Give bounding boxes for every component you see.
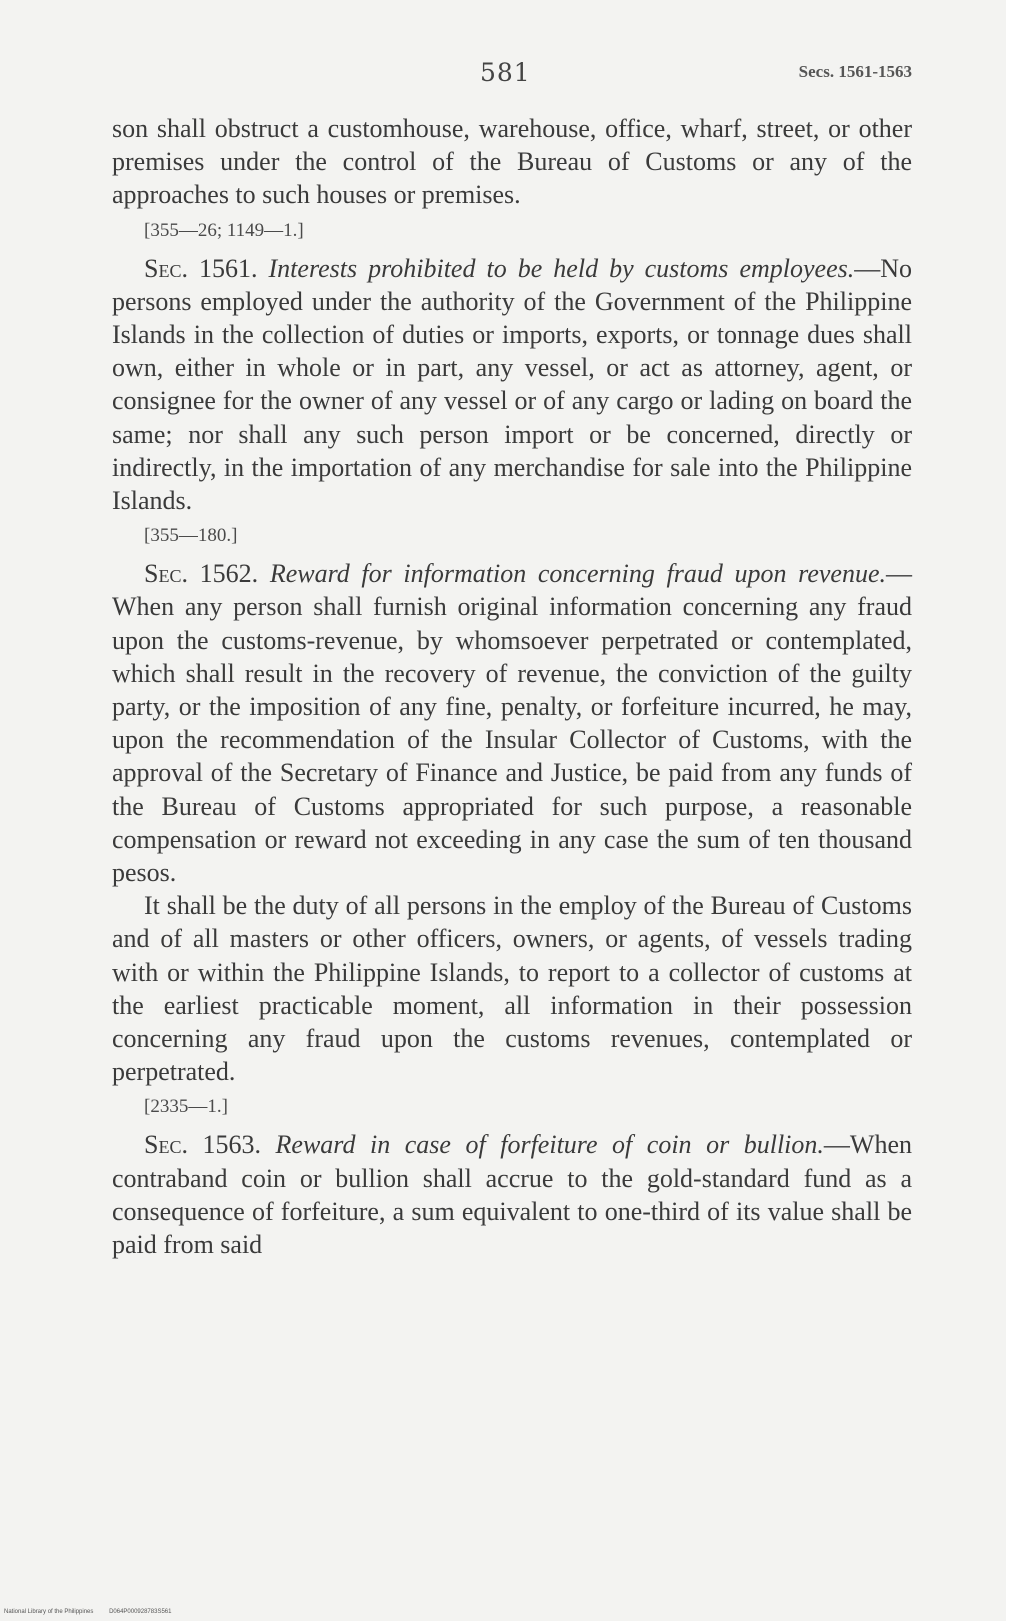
citation-3: [2335—1.]: [144, 1096, 228, 1118]
citation-2: [355—180.]: [144, 525, 238, 547]
citation-1: [355—26; 1149—1.]: [144, 219, 304, 241]
body-text: [112, 112, 912, 1261]
page-number: 581: [480, 58, 531, 87]
section-range: Secs. 1561-1563: [798, 62, 912, 81]
section-1561-text: —No persons employed under the authority of the Government of the Philippine Islands in the collection of duties or imports, exports, or tonnage dues shall own, either in whole or in part, any vessel, or act as attorney, agent, or consignee for the owner of any vessel or of any cargo or lading on board the same; nor shall any such person import or be concerned, directly or indirectly, in the importation of any merchandise for sale into the Philippine Islands.: [112, 253, 913, 516]
scan-footer: [4, 1609, 171, 1615]
section-1563: [112, 1128, 912, 1261]
section-1562-text: —When any person shall furnish original information concerning any fraud upon the customs-revenue, by whomsoever perpetrated or contemplated, which shall result in the recovery of revenue, the conviction of the guilty party, or the imposition of any fine, penalty, or forfeiture incurred, he may, upon the recommendation of the Insular Collector of Customs, with the approval of the Secretary of Finance and Justice, be paid from any funds of the Bureau of Customs appropriated for such purpose, a reasonable compensation or reward not exceeding in any case the sum of ten thousand pesos.: [112, 559, 912, 888]
page-right-margin: [1006, 0, 1026, 1621]
section-1562-title: Reward for information concerning fraud upon revenue.: [269, 559, 886, 589]
section-1561-label: Sec. 1561.: [144, 253, 258, 283]
section-1562-label: Sec. 1562.: [144, 559, 259, 589]
section-1563-text: —When contraband coin or bullion shall accrue to the gold-standard fund as a consequence of forfeiture, a sum equivalent to one-third of its value shall be paid from said: [112, 1130, 913, 1260]
section-1563-title: Reward in case of forfeiture of coin or bullion.: [275, 1130, 824, 1160]
section-1562-paragraph-2: It shall be the duty of all persons in the employ of the Bureau of Customs and of all masters or other officers, owners, or agents, of vessels trading with or within the Philippine Islands, to report to a collector of customs at the earliest practicable moment, all information in their possession concerning any fraud upon the customs revenues, contemplated or perpetrated.: [112, 891, 912, 1087]
section-1561-title: Interests prohibited to be held by customs employees.: [268, 253, 855, 283]
footer-source: National Library of the Philippines: [4, 1609, 94, 1615]
footer-identifier: D064P000928783S561: [109, 1609, 172, 1615]
opening-paragraph: son shall obstruct a customhouse, warehouse, office, wharf, street, or other premises under the control of the Bureau of Customs or any of the approaches to such houses or premises.: [112, 114, 912, 210]
section-1562: [112, 557, 912, 889]
section-1563-label: Sec. 1563.: [144, 1130, 261, 1160]
section-1561: [112, 252, 912, 518]
running-head: [112, 58, 912, 98]
